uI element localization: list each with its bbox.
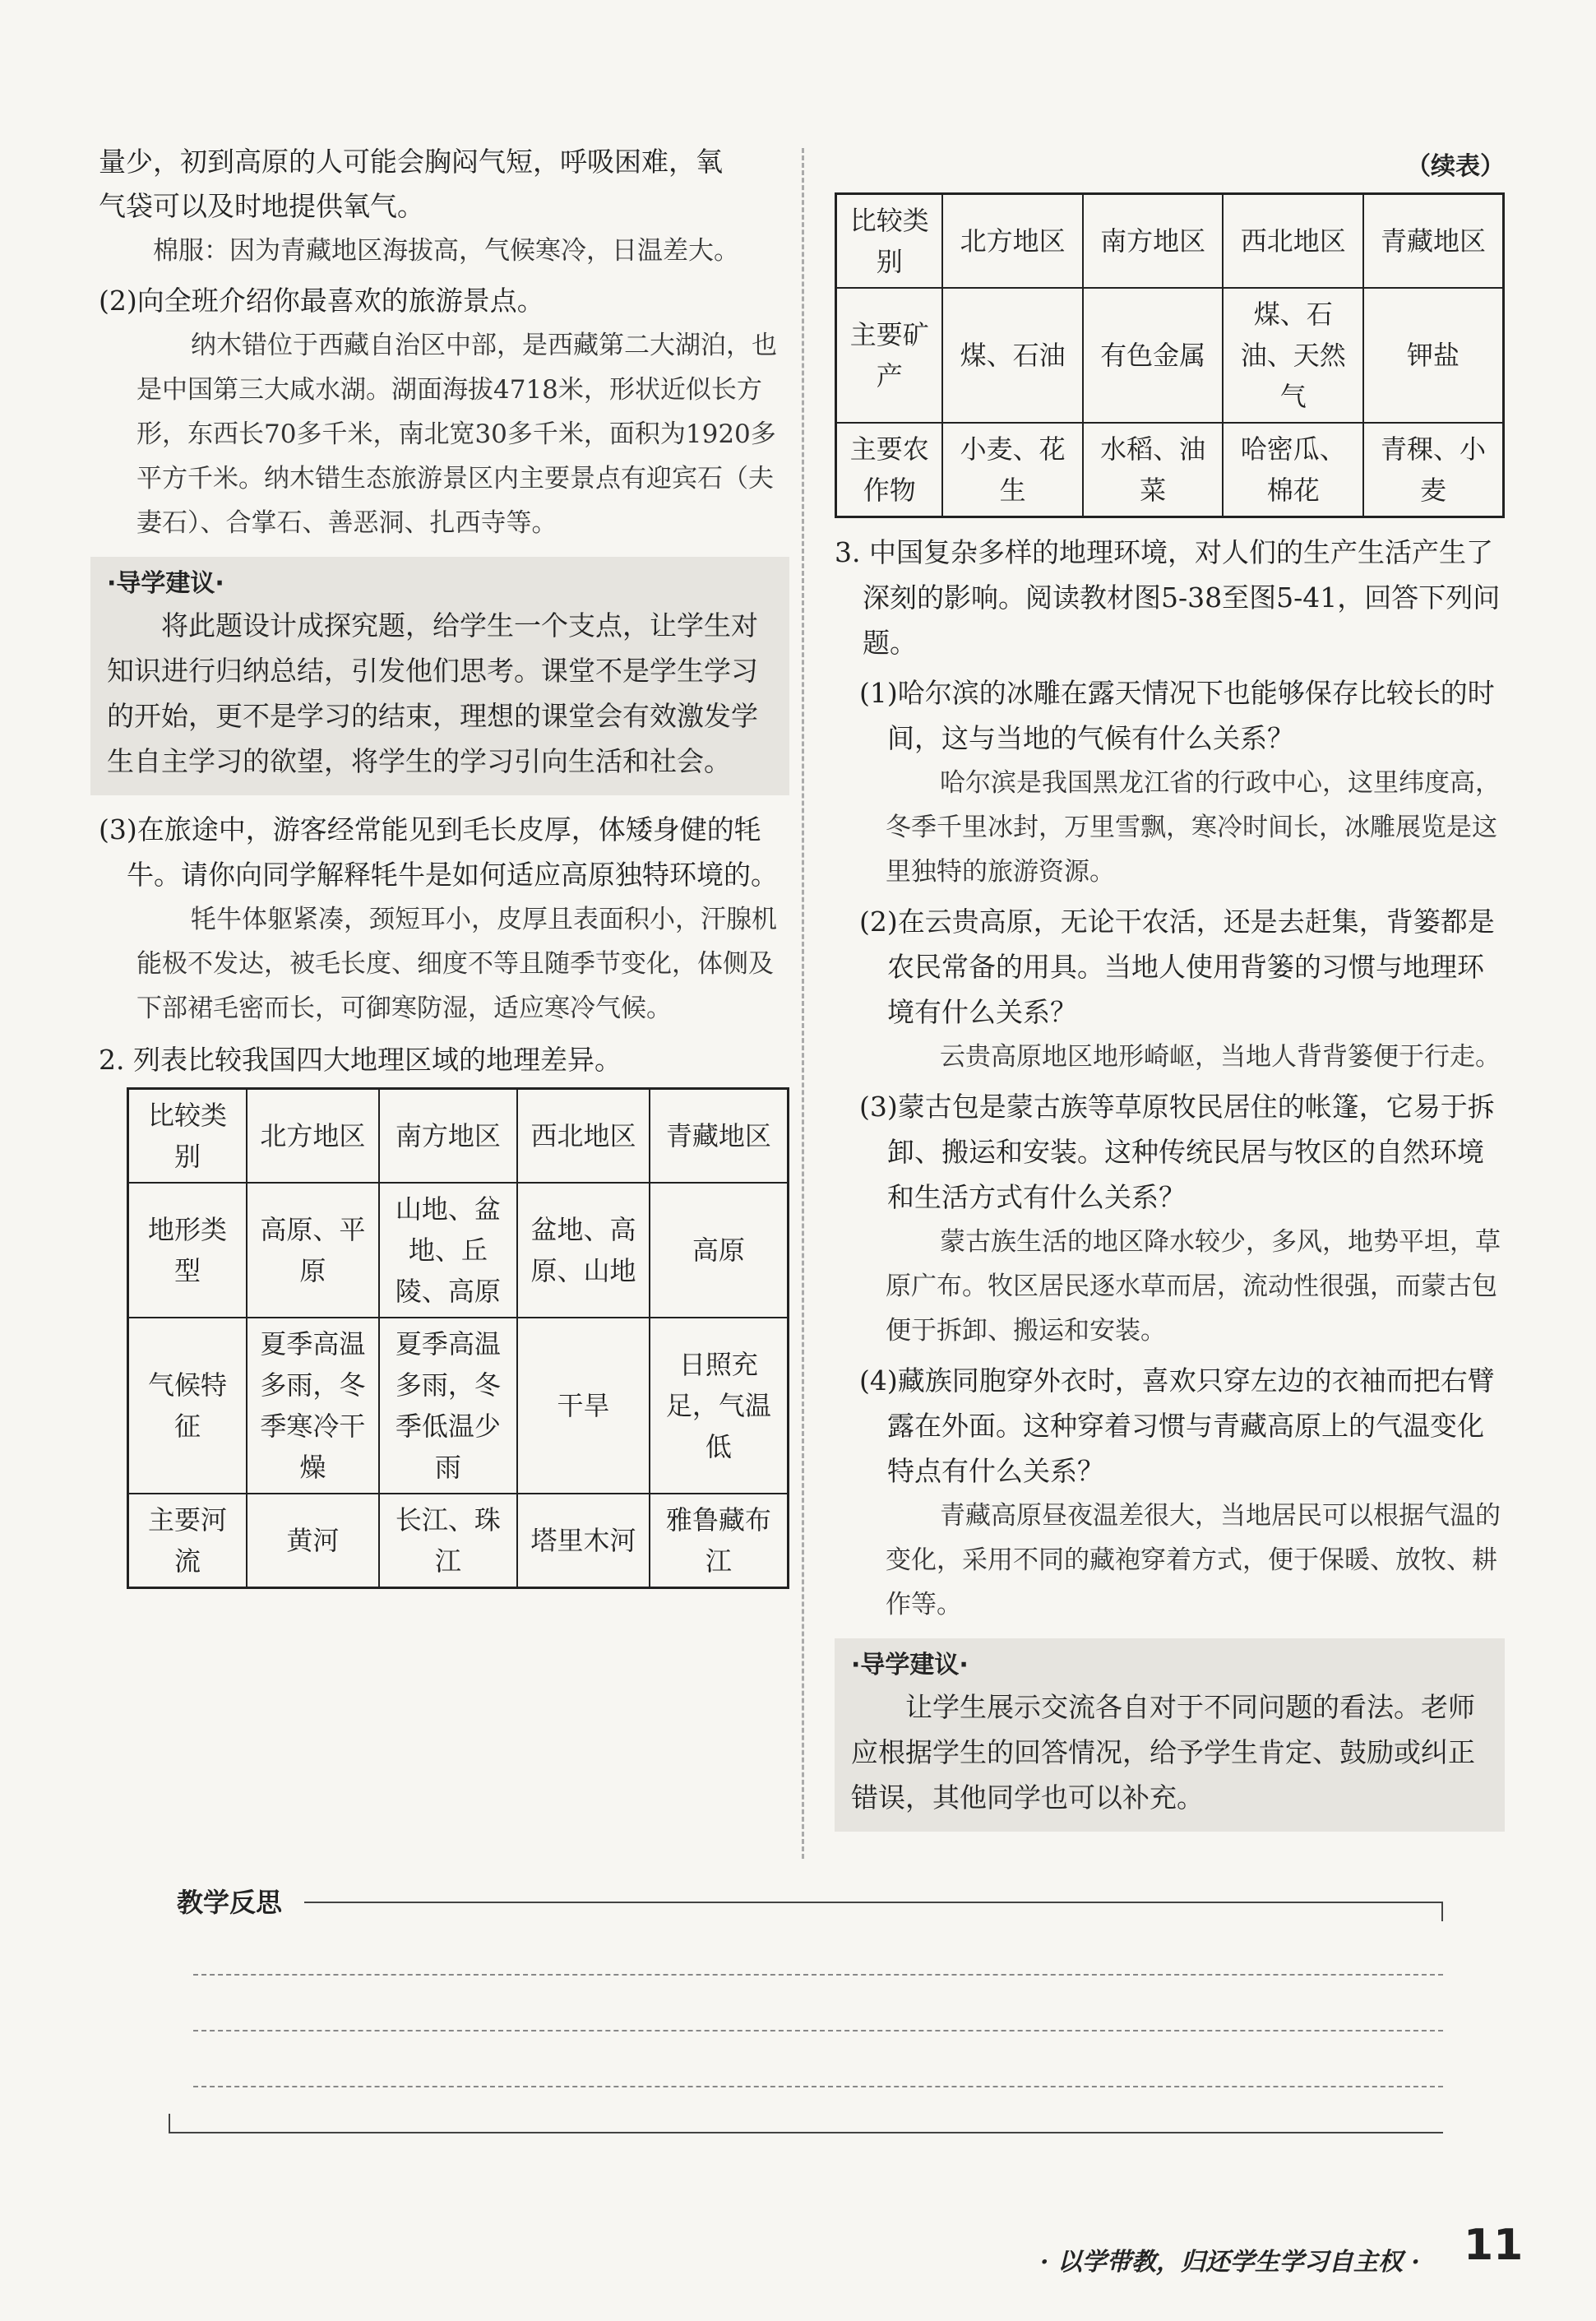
- table-header: 青藏地区: [1363, 194, 1504, 289]
- tip-box-2: [835, 1638, 1505, 1832]
- region-table-1: [127, 1087, 789, 1589]
- continued-line-1: 量少，初到高原的人可能会胸闷气短，呼吸困难，氧: [99, 146, 723, 178]
- column-divider: [802, 148, 804, 1859]
- table-cell: 夏季高温多雨，冬季寒冷干燥: [247, 1318, 379, 1494]
- left-column: [99, 140, 789, 1589]
- table-header: 比较类别: [836, 194, 943, 289]
- table-cell: 主要河流: [128, 1494, 247, 1588]
- tip-body: 将此题设计成探究题，给学生一个支点，让学生对知识进行归纳总结，引发他们思考。课堂不是学生学习的开始，更不是学习的结束，理想的课堂会有效激发学生自主学习的欲望，将学生的学习引向生活和社会。: [107, 609, 758, 777]
- table-cell: 水稻、油菜: [1083, 423, 1224, 517]
- sub-answer-1: 哈尔滨是我国黑龙江省的行政中心，这里纬度高，冬季千里冰封，万里雪飘，寒冷时间长，冰雕展览是这里独特的旅游资源。: [886, 768, 1501, 887]
- table-cell: 小麦、花生: [942, 423, 1083, 517]
- tip-title: ·导学建议·: [851, 1651, 969, 1679]
- answer-2: 纳木错位于西藏自治区中部，是西藏第二大湖泊，也是中国第三大咸水湖。湖面海拔4718米，形状近似长方形，东西长70多千米，南北宽30多千米，面积为1920多平方千米。纳木错生态旅游景区内主要景点有迎宾石（夫妻石）、合掌石、善恶洞、扎西寺等。: [136, 331, 777, 538]
- reflection-bottom-rule: [169, 2132, 1443, 2133]
- question-2: (2)向全班介绍你最喜欢的旅游景点。: [99, 285, 544, 317]
- table-header: 北方地区: [247, 1089, 379, 1184]
- continued-table-label: （续表）: [1406, 152, 1505, 181]
- table-cell: 哈密瓜、棉花: [1223, 423, 1363, 517]
- sub-question-4: (4)藏族同胞穿外衣时，喜欢只穿左边的衣袖而把右臂露在外面。这种穿着习惯与青藏高原上的气温变化特点有什么关系？: [859, 1364, 1495, 1487]
- table-cell: 黄河: [247, 1494, 379, 1588]
- table-cell: 日照充足，气温低: [650, 1318, 789, 1494]
- table-row: [128, 1318, 789, 1494]
- table-cell: 高原、平原: [247, 1183, 379, 1318]
- table-cell: 山地、盆地、丘陵、高原: [379, 1183, 518, 1318]
- question-3-main: 3. 中国复杂多样的地理环境，对人们的生产生活产生了深刻的影响。阅读教材图5-38至图5-41，回答下列问题。: [835, 536, 1501, 659]
- table-header: 西北地区: [1223, 194, 1363, 289]
- table-header: 南方地区: [1083, 194, 1224, 289]
- page-number: 11: [1464, 2221, 1524, 2270]
- reflection-title: 教学反思: [177, 1887, 283, 1918]
- continued-line-2: 气袋可以及时地提供氧气。: [99, 190, 424, 222]
- cotton-answer: 棉服：因为青藏地区海拔高，气候寒冷，日温差大。: [153, 236, 739, 266]
- reflection-rule: [304, 1902, 1443, 1903]
- table-cell: 盆地、高原、山地: [517, 1183, 650, 1318]
- reflection-bottom-tick: [169, 2114, 170, 2133]
- table-cell: 干旱: [517, 1318, 650, 1494]
- table-header: 北方地区: [942, 194, 1083, 289]
- table-row: [836, 423, 1504, 517]
- writing-line: [193, 2030, 1443, 2031]
- table-row: [128, 1494, 789, 1588]
- table-row: [128, 1183, 789, 1318]
- table-row: [836, 288, 1504, 423]
- table-cell: 主要矿产: [836, 288, 943, 423]
- tip-title: ·导学建议·: [107, 569, 224, 598]
- table-cell: 煤、石油: [942, 288, 1083, 423]
- sub-question-2: (2)在云贵高原，无论干农活，还是去赶集，背篓都是农民常备的用具。当地人使用背篓的习惯与地理环境有什么关系？: [859, 906, 1495, 1028]
- table-header-row: [836, 194, 1504, 289]
- sub-question-1: (1)哈尔滨的冰雕在露天情况下也能够保存比较长的时间，这与当地的气候有什么关系？: [859, 677, 1495, 754]
- answer-3: 牦牛体躯紧凑，颈短耳小，皮厚且表面积小，汗腺机能极不发达，被毛长度、细度不等且随季节变化，体侧及下部裙毛密而长，可御寒防湿，适应寒冷气候。: [136, 905, 777, 1023]
- table-cell: 钾盐: [1363, 288, 1504, 423]
- table-cell: 主要农作物: [836, 423, 943, 517]
- sub-question-3: (3)蒙古包是蒙古族等草原牧民居住的帐篷，它易于拆卸、搬运和安装。这种传统民居与牧区的自然环境和生活方式有什么关系？: [859, 1091, 1495, 1213]
- sub-answer-2: 云贵高原地区地形崎岖，当地人背背篓便于行走。: [940, 1042, 1501, 1072]
- table-header: 比较类别: [128, 1089, 247, 1184]
- table-header: 南方地区: [379, 1089, 518, 1184]
- table-cell: 雅鲁藏布江: [650, 1494, 789, 1588]
- region-table-2: [835, 192, 1505, 518]
- table-cell: 地形类型: [128, 1183, 247, 1318]
- table-cell: 长江、珠江: [379, 1494, 518, 1588]
- question-3: (3)在旅途中，游客经常能见到毛长皮厚，体矮身健的牦牛。请你向同学解释牦牛是如何适应高原独特环境的。: [99, 813, 778, 891]
- tip-box-1: [90, 557, 789, 795]
- footer-motto: · 以学带教，归还学生学习自主权 ·: [1040, 2248, 1420, 2277]
- sub-answer-4: 青藏高原昼夜温差很大，当地居民可以根据气温的变化，采用不同的藏袍穿着方式，便于保暖、放牧、耕作等。: [886, 1501, 1501, 1619]
- table-header-row: [128, 1089, 789, 1184]
- question-table: 2. 列表比较我国四大地理区域的地理差异。: [99, 1044, 622, 1076]
- writing-line: [193, 1974, 1443, 1976]
- table-cell: 夏季高温多雨，冬季低温少雨: [379, 1318, 518, 1494]
- sub-answer-3: 蒙古族生活的地区降水较少，多风，地势平坦，草原广布。牧区居民逐水草而居，流动性很强，而蒙古包便于拆卸、搬运和安装。: [886, 1227, 1501, 1346]
- table-header: 青藏地区: [650, 1089, 789, 1184]
- writing-line: [193, 2086, 1443, 2087]
- table-cell: 煤、石油、天然气: [1223, 288, 1363, 423]
- table-cell: 青稞、小麦: [1363, 423, 1504, 517]
- right-column: [835, 140, 1505, 1843]
- reflection-rule-tick: [1441, 1902, 1443, 1921]
- table-cell: 气候特征: [128, 1318, 247, 1494]
- table-cell: 有色金属: [1083, 288, 1224, 423]
- table-cell: 高原: [650, 1183, 789, 1318]
- tip-body: 让学生展示交流各自对于不同问题的看法。老师应根据学生的回答情况，给予学生肯定、鼓励或纠正错误，其他同学也可以补充。: [851, 1691, 1475, 1814]
- table-cell: 塔里木河: [517, 1494, 650, 1588]
- table-header: 西北地区: [517, 1089, 650, 1184]
